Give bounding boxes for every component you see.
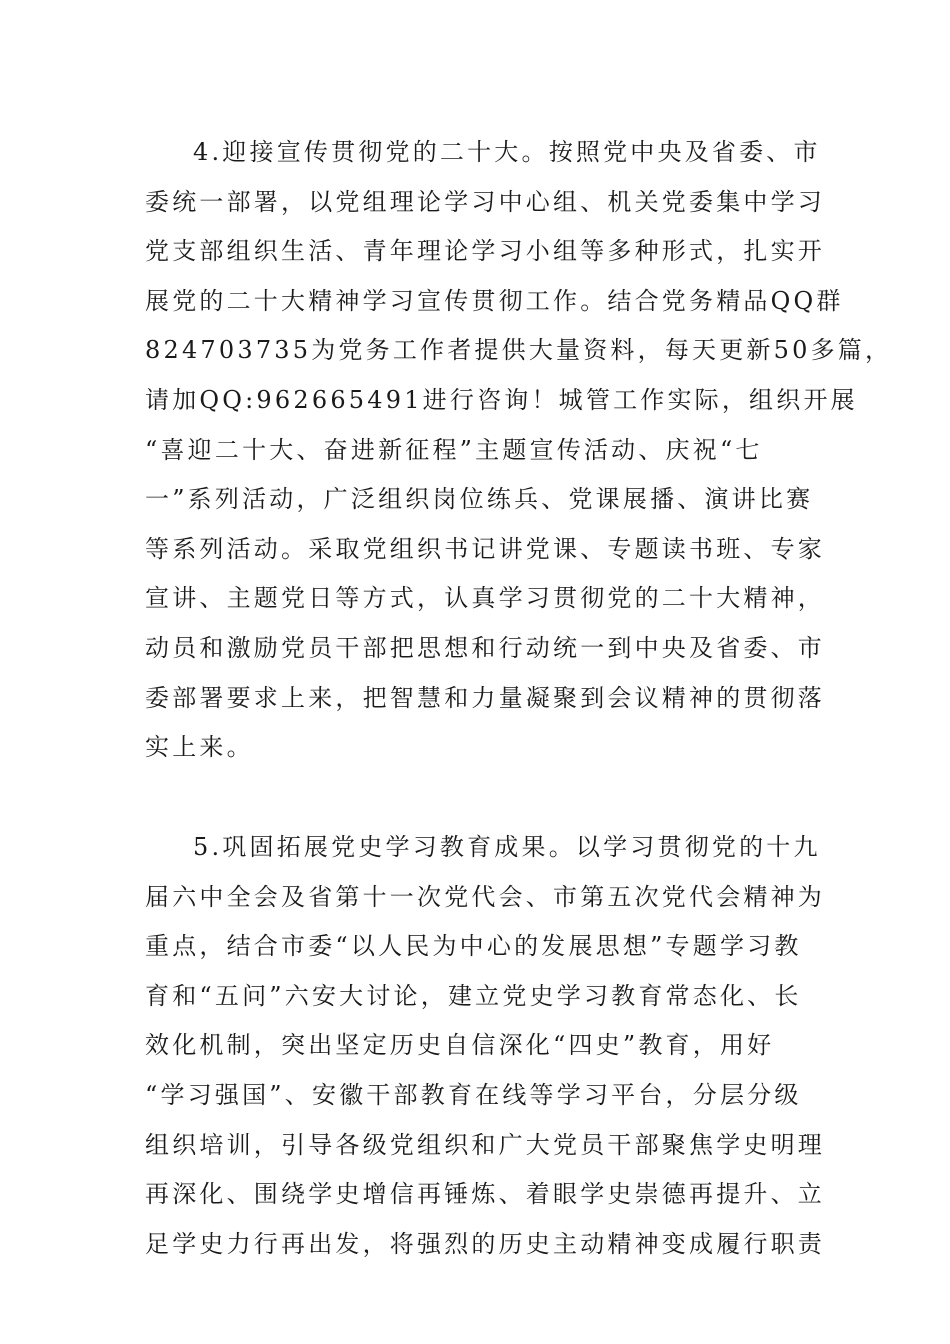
text-line: 效化机制，突出坚定历史自信深化“四史”教育，用好 <box>145 1031 775 1060</box>
text-line: 4.迎接宣传贯彻党的二十大。按照党中央及省委、市 <box>193 138 821 166</box>
text-line: “喜迎二十大、奋进新征程”主题宣传活动、庆祝“七 <box>145 435 763 464</box>
text-line: 党支部组织生活、青年理论学习小组等多种形式，扎实开 <box>145 237 825 266</box>
text-line: 届六中全会及省第十一次党代会、市第五次党代会精神为 <box>145 882 825 911</box>
text-line: 5.巩固拓展党史学习教育成果。以学习贯彻党的十九 <box>193 833 821 861</box>
paragraph-5-party-history-education <box>145 823 825 1269</box>
text-line: 委部署要求上来，把智慧和力量凝聚到会议精神的贯彻落 <box>145 683 825 712</box>
text-line: 824703735为党务工作者提供大量资料，每天更新50多篇， <box>145 336 893 365</box>
text-line: 等系列活动。采取党组织书记讲党课、专题读书班、专家 <box>145 534 825 563</box>
text-line: 重点，结合市委“以人民为中心的发展思想”专题学习教 <box>145 932 802 961</box>
paragraph-4-publicize-twentieth-congress <box>145 128 893 773</box>
text-line: 请加QQ:962665491进行咨询！城管工作实际，组织开展 <box>145 385 858 414</box>
text-line: 再深化、围绕学史增信再锤炼、着眼学史崇德再提升、立 <box>145 1180 825 1209</box>
text-line: 宣讲、主题党日等方式，认真学习贯彻党的二十大精神， <box>145 584 825 613</box>
text-line: 委统一部署，以党组理论学习中心组、机关党委集中学习 <box>145 187 825 216</box>
text-line: 实上来。 <box>145 733 254 762</box>
text-line: 展党的二十大精神学习宣传贯彻工作。结合党务精品QQ群 <box>145 286 844 315</box>
text-line: 足学史力行再出发，将强烈的历史主动精神变成履行职责 <box>145 1229 825 1258</box>
text-line: 组织培训，引导各级党组织和广大党员干部聚焦学史明理 <box>145 1130 825 1159</box>
text-line: 育和“五问”六安大讨论，建立党史学习教育常态化、长 <box>145 981 802 1010</box>
text-line: 动员和激励党员干部把思想和行动统一到中央及省委、市 <box>145 633 825 662</box>
text-line: “学习强国”、安徽干部教育在线等学习平台，分层分级 <box>145 1080 802 1109</box>
text-line: 一”系列活动，广泛组织岗位练兵、党课展播、演讲比赛 <box>145 485 814 514</box>
